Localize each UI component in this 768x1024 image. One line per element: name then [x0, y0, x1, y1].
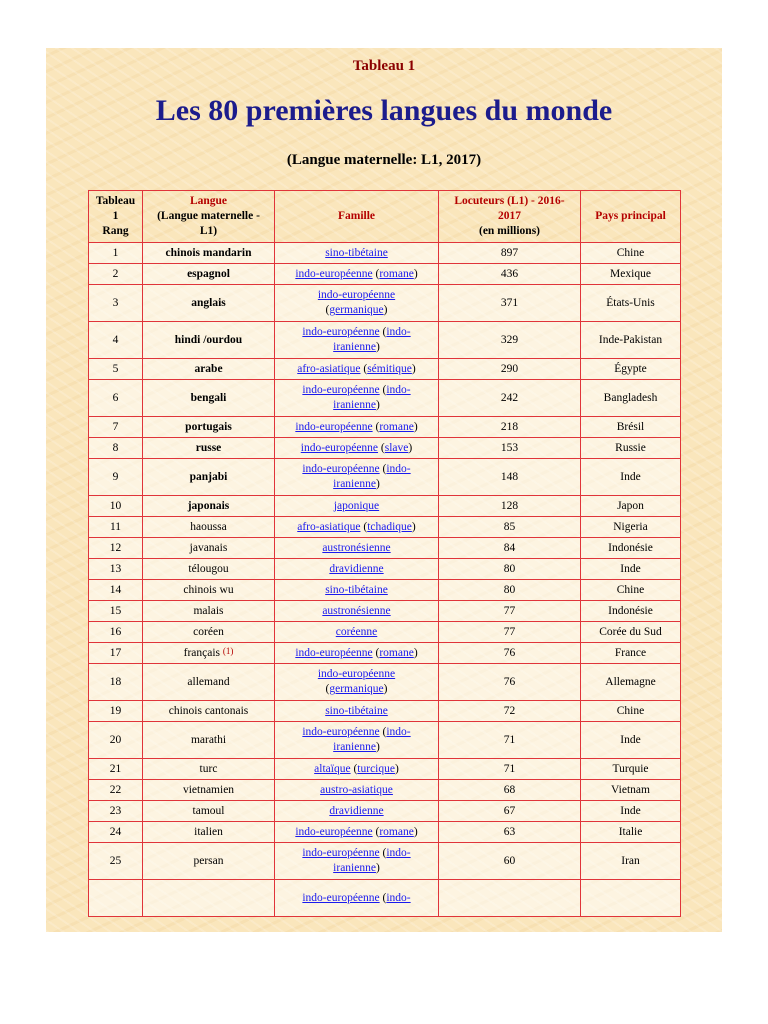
country-cell: Nigeria: [581, 517, 681, 538]
family-cell: [275, 496, 439, 517]
header-line: Langue: [189, 195, 228, 207]
country-cell: Chine: [581, 243, 681, 264]
country-cell: Égypte: [581, 359, 681, 380]
rank-cell: 23: [89, 801, 143, 822]
family-link[interactable]: japonique: [333, 499, 380, 512]
country-cell: Corée du Sud: [581, 622, 681, 643]
country-cell: Iran: [581, 843, 681, 880]
language-cell: [143, 701, 275, 722]
family-cell: indo-européenne (indo- iranienne): [275, 459, 439, 496]
language-cell: [143, 496, 275, 517]
table-row: [89, 417, 681, 438]
rank-cell: 8: [89, 438, 143, 459]
language-name: persan: [193, 854, 224, 867]
family-link[interactable]: germanique: [329, 683, 384, 695]
family-link[interactable]: turcique: [357, 762, 395, 775]
family-cell: afro-asiatique (tchadique): [275, 517, 439, 538]
language-cell: [143, 880, 275, 917]
table-label: Tableau 1: [352, 58, 416, 74]
family-link[interactable]: iranienne: [333, 741, 376, 753]
family-link[interactable]: slave: [384, 441, 409, 454]
family-link[interactable]: indo-: [386, 891, 411, 904]
table-row: [89, 622, 681, 643]
page-title: Les 80 premières langues du monde: [155, 94, 613, 127]
speakers-cell: [439, 880, 581, 917]
table-row: [89, 322, 681, 359]
language-name: espagnol: [187, 267, 230, 280]
rank-cell: 12: [89, 538, 143, 559]
country-cell: Indonésie: [581, 538, 681, 559]
language-cell: [143, 559, 275, 580]
language-cell: [143, 643, 275, 664]
language-cell: [143, 722, 275, 759]
speakers-cell: 71: [439, 722, 581, 759]
family-link[interactable]: indo-européenne: [302, 384, 380, 396]
header-line: 1: [112, 210, 119, 222]
table-row: [89, 759, 681, 780]
country-cell: Inde: [581, 801, 681, 822]
header-line: Rang: [102, 225, 129, 237]
family-cell: indo-européenne (romane): [275, 643, 439, 664]
table-row: [89, 517, 681, 538]
speakers-cell: 153: [439, 438, 581, 459]
rank-cell: 3: [89, 285, 143, 322]
family-link[interactable]: sino-tibétaine: [325, 704, 388, 717]
speakers-cell: 128: [439, 496, 581, 517]
rank-cell: 17: [89, 643, 143, 664]
family-cell: indo-européenne (romane): [275, 822, 439, 843]
family-link[interactable]: indo-européenne: [295, 825, 373, 838]
country-cell: Bangladesh: [581, 380, 681, 417]
family-cell: [275, 243, 439, 264]
rank-cell: 11: [89, 517, 143, 538]
language-cell: [143, 459, 275, 496]
language-cell: [143, 517, 275, 538]
rank-cell: 22: [89, 780, 143, 801]
language-cell: [143, 601, 275, 622]
family-cell: indo-européenne (romane): [275, 264, 439, 285]
table-row: [89, 722, 681, 759]
rank-cell: 5: [89, 359, 143, 380]
family-cell: indo-européenne (indo-: [275, 880, 439, 917]
language-name: tamoul: [192, 804, 225, 817]
country-cell: Japon: [581, 496, 681, 517]
language-name: chinois wu: [183, 583, 234, 596]
language-name: italien: [194, 825, 223, 838]
speakers-cell: 436: [439, 264, 581, 285]
family-cell: [275, 580, 439, 601]
language-name: allemand: [187, 675, 230, 688]
language-name: japonais: [187, 499, 230, 512]
table-row: [89, 559, 681, 580]
country-cell: Chine: [581, 701, 681, 722]
speakers-cell: 84: [439, 538, 581, 559]
language-name: anglais: [191, 296, 226, 309]
language-cell: [143, 801, 275, 822]
family-cell: indo-européenne (indo- iranienne): [275, 380, 439, 417]
speakers-cell: 67: [439, 801, 581, 822]
column-header-rank: [89, 191, 143, 243]
language-cell: [143, 417, 275, 438]
country-cell: Allemagne: [581, 664, 681, 701]
header-line: 2017: [498, 210, 521, 222]
language-name: portugais: [185, 420, 232, 433]
speakers-cell: 80: [439, 559, 581, 580]
language-cell: [143, 622, 275, 643]
page-subtitle: (Langue maternelle: L1, 2017): [286, 152, 482, 168]
table-row: [89, 701, 681, 722]
rank-cell: 9: [89, 459, 143, 496]
column-header-country: [581, 191, 681, 243]
footnote-link[interactable]: (1): [222, 645, 234, 656]
speakers-cell: 242: [439, 380, 581, 417]
family-cell: indo-européenne (germanique): [275, 285, 439, 322]
country-cell: France: [581, 643, 681, 664]
family-link[interactable]: dravidienne: [329, 562, 384, 575]
country-cell: Inde-Pakistan: [581, 322, 681, 359]
language-cell: [143, 285, 275, 322]
speakers-cell: 63: [439, 822, 581, 843]
family-link[interactable]: austro-asiatique: [320, 783, 393, 796]
rank-cell: 7: [89, 417, 143, 438]
country-cell: Mexique: [581, 264, 681, 285]
country-cell: Inde: [581, 459, 681, 496]
table-row: [89, 822, 681, 843]
language-name: turc: [199, 762, 218, 775]
rank-cell: 10: [89, 496, 143, 517]
column-header-speakers: [439, 191, 581, 243]
family-link[interactable]: sémitique: [367, 362, 412, 375]
country-cell: Indonésie: [581, 601, 681, 622]
table-row: [89, 643, 681, 664]
speakers-cell: 60: [439, 843, 581, 880]
country-cell: Inde: [581, 722, 681, 759]
family-link[interactable]: iranienne: [333, 341, 376, 353]
table-row: [89, 285, 681, 322]
rank-cell: 2: [89, 264, 143, 285]
rank-cell: 16: [89, 622, 143, 643]
header-line: Famille: [337, 210, 376, 222]
family-link[interactable]: indo-européenne: [300, 441, 379, 454]
family-link[interactable]: indo-: [386, 463, 411, 475]
language-name: marathi: [190, 733, 227, 746]
language-cell: [143, 843, 275, 880]
family-link[interactable]: indo-: [386, 726, 411, 738]
table-row: [89, 459, 681, 496]
country-cell: Brésil: [581, 417, 681, 438]
family-cell: altaïque (turcique): [275, 759, 439, 780]
language-name: panjabi: [189, 470, 228, 483]
speakers-cell: 290: [439, 359, 581, 380]
family-cell: indo-européenne (indo- iranienne): [275, 843, 439, 880]
family-cell: [275, 538, 439, 559]
rank-cell: 21: [89, 759, 143, 780]
document-page: [46, 48, 722, 932]
family-link[interactable]: indo-européenne: [295, 420, 373, 433]
header-line: L1): [199, 225, 218, 237]
family-link[interactable]: indo-: [386, 326, 411, 338]
rank-cell: 13: [89, 559, 143, 580]
family-link[interactable]: afro-asiatique: [297, 520, 361, 533]
family-cell: indo-européenne (germanique): [275, 664, 439, 701]
family-link[interactable]: austronésienne: [322, 604, 391, 617]
rank-cell: 15: [89, 601, 143, 622]
speakers-cell: 218: [439, 417, 581, 438]
family-cell: [275, 622, 439, 643]
family-cell: [275, 701, 439, 722]
speakers-cell: 77: [439, 622, 581, 643]
country-cell: Vietnam: [581, 780, 681, 801]
speakers-cell: 371: [439, 285, 581, 322]
family-cell: afro-asiatique (sémitique): [275, 359, 439, 380]
family-link[interactable]: sino-tibétaine: [325, 246, 388, 259]
rank-cell: 1: [89, 243, 143, 264]
table-row: [89, 380, 681, 417]
speakers-cell: 72: [439, 701, 581, 722]
language-cell: [143, 780, 275, 801]
family-link[interactable]: tchadique: [367, 520, 412, 533]
language-name: haoussa: [190, 520, 227, 533]
language-name: télougou: [188, 562, 229, 575]
family-link[interactable]: dravidienne: [329, 804, 384, 817]
language-name: coréen: [193, 625, 224, 638]
speakers-cell: 76: [439, 643, 581, 664]
family-link[interactable]: coréenne: [335, 625, 378, 638]
rank-cell: 20: [89, 722, 143, 759]
table-header-row: [89, 191, 681, 243]
country-cell: Italie: [581, 822, 681, 843]
language-name: arabe: [194, 362, 223, 375]
family-cell: [275, 780, 439, 801]
language-name: chinois cantonais: [168, 704, 249, 717]
family-link[interactable]: germanique: [329, 304, 384, 316]
family-cell: indo-européenne (slave): [275, 438, 439, 459]
family-link[interactable]: indo-: [386, 847, 411, 859]
rank-cell: 6: [89, 380, 143, 417]
family-cell: indo-européenne (indo- iranienne): [275, 322, 439, 359]
language-name: vietnamien: [182, 783, 235, 796]
table-row: [89, 264, 681, 285]
column-header-family: [275, 191, 439, 243]
family-link[interactable]: iranienne: [333, 399, 376, 411]
rank-cell: 14: [89, 580, 143, 601]
speakers-cell: 76: [439, 664, 581, 701]
speakers-cell: 80: [439, 580, 581, 601]
language-cell: [143, 264, 275, 285]
table-row: [89, 538, 681, 559]
language-name: bengali: [190, 391, 227, 404]
family-cell: [275, 801, 439, 822]
header-line: (Langue maternelle -: [157, 210, 260, 222]
family-cell: indo-européenne (romane): [275, 417, 439, 438]
language-name: hindi /ourdou: [174, 333, 243, 346]
family-link[interactable]: indo-européenne: [302, 326, 380, 338]
speakers-cell: 897: [439, 243, 581, 264]
family-link[interactable]: afro-asiatique: [297, 362, 361, 375]
table-row: [89, 438, 681, 459]
family-link[interactable]: indo-européenne: [302, 726, 380, 738]
language-cell: [143, 322, 275, 359]
language-name: malais: [193, 604, 224, 617]
rank-cell: 4: [89, 322, 143, 359]
language-cell: [143, 243, 275, 264]
country-cell: Turquie: [581, 759, 681, 780]
language-cell: [143, 359, 275, 380]
table-body: [89, 243, 681, 917]
country-cell: [581, 880, 681, 917]
language-cell: [143, 759, 275, 780]
family-link[interactable]: iranienne: [333, 862, 376, 874]
language-cell: [143, 438, 275, 459]
family-link[interactable]: iranienne: [333, 478, 376, 490]
header-line: Locuteurs (L1) - 2016-: [454, 195, 565, 207]
table-row: [89, 243, 681, 264]
header-line: Pays principal: [595, 210, 666, 222]
table-row: [89, 601, 681, 622]
table-row: [89, 801, 681, 822]
family-link[interactable]: romane: [379, 267, 414, 280]
table-row: [89, 780, 681, 801]
rank-cell: 25: [89, 843, 143, 880]
country-cell: Inde: [581, 559, 681, 580]
family-link[interactable]: indo-européenne: [295, 267, 373, 280]
family-link[interactable]: austronésienne: [322, 541, 391, 554]
family-cell: [275, 559, 439, 580]
rank-cell: 19: [89, 701, 143, 722]
table-row: [89, 843, 681, 880]
language-name: français: [183, 646, 221, 659]
speakers-cell: 329: [439, 322, 581, 359]
family-cell: [275, 601, 439, 622]
family-link[interactable]: sino-tibétaine: [325, 583, 388, 596]
country-cell: Russie: [581, 438, 681, 459]
family-link[interactable]: romane: [379, 825, 414, 838]
family-link[interactable]: indo-européenne: [317, 668, 396, 680]
speakers-cell: 68: [439, 780, 581, 801]
language-name: russe: [195, 441, 222, 454]
table-row: [89, 664, 681, 701]
languages-table: [88, 190, 681, 917]
header-line: Tableau: [95, 195, 136, 207]
family-link[interactable]: indo-européenne: [302, 891, 380, 904]
header-line: (en millions): [478, 225, 540, 237]
column-header-language: [143, 191, 275, 243]
family-link[interactable]: romane: [379, 420, 414, 433]
family-link[interactable]: indo-: [386, 384, 411, 396]
rank-cell: [89, 880, 143, 917]
speakers-cell: 85: [439, 517, 581, 538]
rank-cell: 18: [89, 664, 143, 701]
country-cell: États-Unis: [581, 285, 681, 322]
table-row: [89, 359, 681, 380]
table-row: [89, 880, 681, 917]
language-cell: [143, 380, 275, 417]
family-link[interactable]: indo-européenne: [295, 646, 373, 659]
speakers-cell: 148: [439, 459, 581, 496]
country-cell: Chine: [581, 580, 681, 601]
family-link[interactable]: romane: [379, 646, 414, 659]
family-cell: indo-européenne (indo- iranienne): [275, 722, 439, 759]
rank-cell: 24: [89, 822, 143, 843]
language-cell: [143, 538, 275, 559]
table-row: [89, 580, 681, 601]
family-link[interactable]: indo-européenne: [302, 847, 380, 859]
table-row: [89, 496, 681, 517]
language-name: javanais: [189, 541, 228, 554]
family-link[interactable]: indo-européenne: [317, 289, 396, 301]
language-name: chinois mandarin: [165, 246, 252, 259]
language-cell: [143, 664, 275, 701]
speakers-cell: 71: [439, 759, 581, 780]
language-cell: [143, 580, 275, 601]
speakers-cell: 77: [439, 601, 581, 622]
family-link[interactable]: altaïque: [314, 762, 351, 775]
family-link[interactable]: indo-européenne: [302, 463, 380, 475]
language-cell: [143, 822, 275, 843]
